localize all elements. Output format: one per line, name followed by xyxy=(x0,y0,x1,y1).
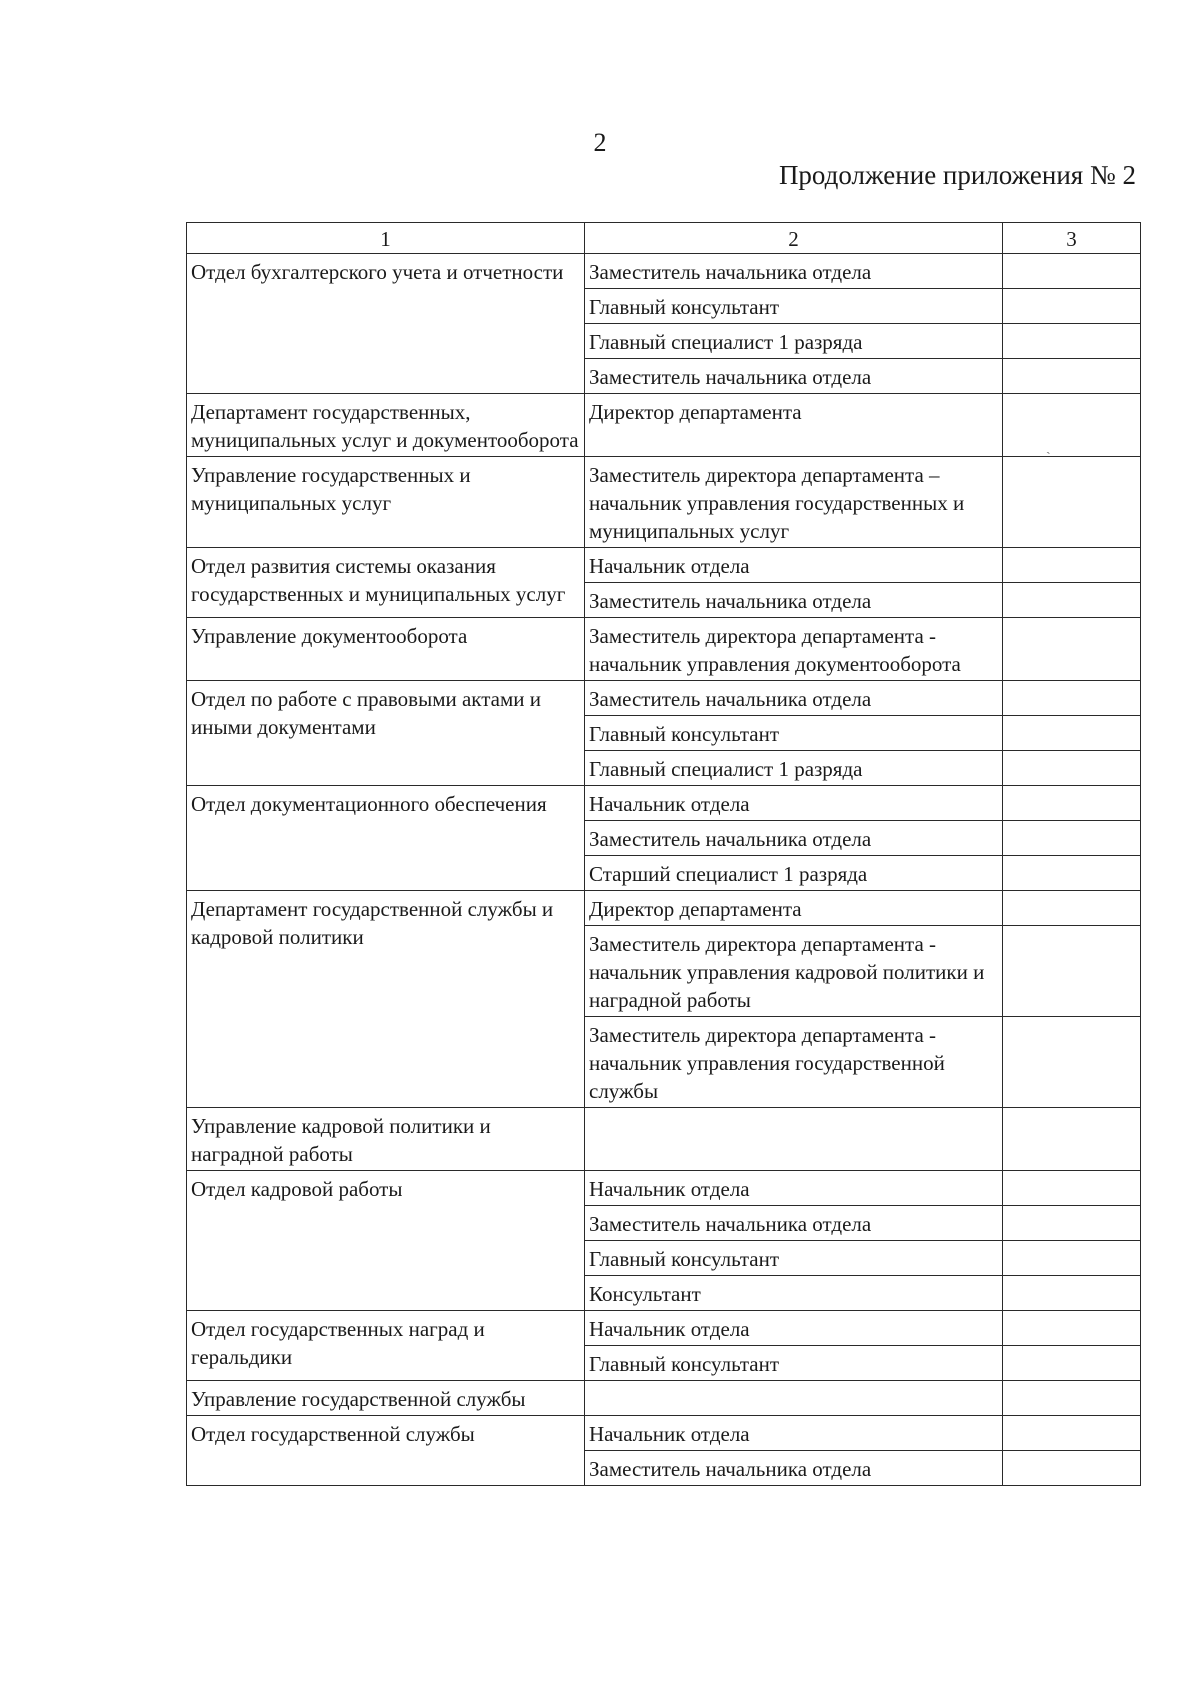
unit-cell: Отдел по работе с правовыми актами и иными документами xyxy=(187,681,585,786)
position-cell: Главный консультант xyxy=(585,289,1003,324)
column-3-cell xyxy=(1003,457,1141,548)
appendix-title: Продолжение приложения № 2 xyxy=(778,160,1136,190)
position-cell: Начальник отдела xyxy=(585,786,1003,821)
column-3-cell xyxy=(1003,786,1141,821)
position-cell: Консультант xyxy=(585,1276,1003,1311)
column-3-cell xyxy=(1003,751,1141,786)
column-3-cell xyxy=(1003,394,1141,457)
column-3-cell xyxy=(1003,926,1141,1017)
position-cell: Начальник отдела xyxy=(585,1311,1003,1346)
table-row xyxy=(187,891,1141,926)
table-row xyxy=(187,254,1141,289)
unit-cell: Департамент государственных, муниципальных услуг и документооборота xyxy=(187,394,585,457)
column-3-cell xyxy=(1003,821,1141,856)
position-cell: Заместитель начальника отдела xyxy=(585,681,1003,716)
table-row xyxy=(187,786,1141,821)
position-cell: Начальник отдела xyxy=(585,1416,1003,1451)
column-3-cell xyxy=(1003,891,1141,926)
position-cell: Старший специалист 1 разряда xyxy=(585,856,1003,891)
table-row xyxy=(187,681,1141,716)
unit-cell: Управление государственных и муниципальных услуг xyxy=(187,457,585,548)
stray-mark: ˏ xyxy=(1046,440,1051,455)
table-row xyxy=(187,1311,1141,1346)
table-body xyxy=(187,254,1141,1486)
column-3-cell xyxy=(1003,1276,1141,1311)
staff-table xyxy=(186,222,1141,1486)
column-3-cell xyxy=(1003,289,1141,324)
column-3-cell xyxy=(1003,1451,1141,1486)
column-3-cell xyxy=(1003,324,1141,359)
table-row xyxy=(187,394,1141,457)
column-3-cell xyxy=(1003,1206,1141,1241)
position-cell: Заместитель начальника отдела xyxy=(585,1451,1003,1486)
position-cell: Заместитель начальника отдела xyxy=(585,821,1003,856)
page-number: 2 xyxy=(593,128,607,157)
column-3-cell xyxy=(1003,548,1141,583)
unit-cell: Управление государственной службы xyxy=(187,1381,585,1416)
unit-cell: Отдел кадровой работы xyxy=(187,1171,585,1311)
column-3-cell xyxy=(1003,254,1141,289)
position-cell: Главный консультант xyxy=(585,1346,1003,1381)
position-cell: Начальник отдела xyxy=(585,548,1003,583)
table-row xyxy=(187,618,1141,681)
position-cell: Заместитель директора департамента – начальник управления государственных и муниципальных услуг xyxy=(585,457,1003,548)
table-row xyxy=(187,1416,1141,1451)
table-row xyxy=(187,1171,1141,1206)
header-col-3: 3 xyxy=(1003,223,1141,254)
column-3-cell xyxy=(1003,1346,1141,1381)
position-cell: Директор департамента xyxy=(585,891,1003,926)
table-row xyxy=(187,1381,1141,1416)
unit-cell: Отдел государственных наград и геральдики xyxy=(187,1311,585,1381)
unit-cell: Управление документооборота xyxy=(187,618,585,681)
column-3-cell xyxy=(1003,1241,1141,1276)
table-row xyxy=(187,457,1141,548)
unit-cell: Отдел документационного обеспечения xyxy=(187,786,585,891)
table-header xyxy=(187,223,1141,254)
column-3-cell xyxy=(1003,359,1141,394)
column-3-cell xyxy=(1003,1017,1141,1108)
header-col-2: 2 xyxy=(585,223,1003,254)
position-cell: Заместитель начальника отдела xyxy=(585,1206,1003,1241)
position-cell: Заместитель директора департамента - начальник управления кадровой политики и наградной работы xyxy=(585,926,1003,1017)
column-3-cell xyxy=(1003,1311,1141,1346)
position-cell: Заместитель директора департамента - начальник управления государственной службы xyxy=(585,1017,1003,1108)
position-cell: Начальник отдела xyxy=(585,1171,1003,1206)
unit-cell: Управление кадровой политики и наградной работы xyxy=(187,1108,585,1171)
column-3-cell xyxy=(1003,1381,1141,1416)
position-cell: Главный консультант xyxy=(585,716,1003,751)
unit-cell: Департамент государственной службы и кадровой политики xyxy=(187,891,585,1108)
position-cell: Заместитель начальника отдела xyxy=(585,583,1003,618)
position-cell: Заместитель директора департамента - начальник управления документооборота xyxy=(585,618,1003,681)
position-cell: Главный специалист 1 разряда xyxy=(585,324,1003,359)
position-cell: Главный специалист 1 разряда xyxy=(585,751,1003,786)
position-cell: Заместитель начальника отдела xyxy=(585,359,1003,394)
column-3-cell xyxy=(1003,1171,1141,1206)
column-3-cell xyxy=(1003,618,1141,681)
unit-cell: Отдел бухгалтерского учета и отчетности xyxy=(187,254,585,394)
position-cell: Заместитель начальника отдела xyxy=(585,254,1003,289)
header-col-1: 1 xyxy=(187,223,585,254)
position-cell: Главный консультант xyxy=(585,1241,1003,1276)
column-3-cell xyxy=(1003,856,1141,891)
position-cell xyxy=(585,1108,1003,1171)
table-row xyxy=(187,548,1141,583)
table-row xyxy=(187,1108,1141,1171)
column-3-cell xyxy=(1003,583,1141,618)
unit-cell: Отдел развития системы оказания государственных и муниципальных услуг xyxy=(187,548,585,618)
position-cell xyxy=(585,1381,1003,1416)
column-3-cell xyxy=(1003,716,1141,751)
column-3-cell xyxy=(1003,681,1141,716)
position-cell: Директор департамента xyxy=(585,394,1003,457)
unit-cell: Отдел государственной службы xyxy=(187,1416,585,1486)
column-3-cell xyxy=(1003,1416,1141,1451)
column-3-cell xyxy=(1003,1108,1141,1171)
header-row xyxy=(187,223,1141,254)
